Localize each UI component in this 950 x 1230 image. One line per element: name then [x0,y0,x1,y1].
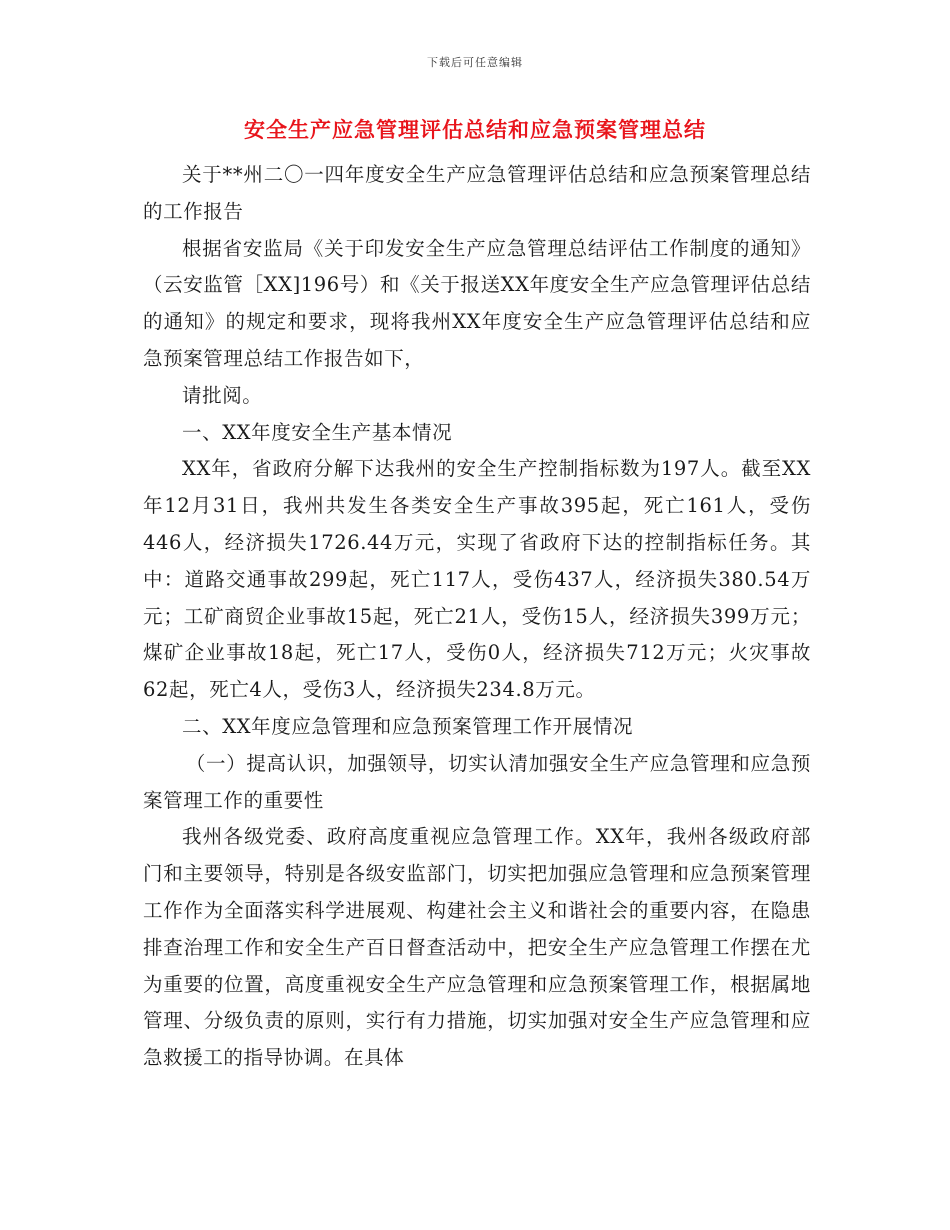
section-heading-2: 二、XX年度应急管理和应急预案管理工作开展情况 [182,714,634,738]
subsection-heading-1: （一）提高认识，加强领导，切实认清加强安全生产应急管理和应急预案管理工作的重要性 [143,751,811,812]
paragraph-request: 请批阅。 [182,383,263,407]
document-body [143,157,811,1077]
header-note: 下载后可任意编辑 [427,56,523,69]
paragraph-basis: 根据省安监局《关于印发安全生产应急管理总结评估工作制度的通知》（云安监管［XX]196号）和《关于报送XX年度安全生产应急管理评估总结的通知》的规定和要求，现将我州XX年度安全生产应急管理评估总结和应急预案管理总结工作报告如下， [143,236,811,370]
paragraph-statistics: XX年，省政府分解下达我州的安全生产控制指标数为197人。截至XX年12月31日，我州共发生各类安全生产事故395起，死亡161人，受伤446人，经济损失1726.44万元，实现了省政府下达的控制指标任务。其中：道路交通事故299起，死亡117人，受伤437人，经济损失380.54万元；工矿商贸企业事故15起，死亡21人，受伤15人，经济损失399万元；煤矿企业事故18起，死亡17人，受伤0人，经济损失712万元；火灾事故62起，死亡4人，受伤3人，经济损失234.8万元。 [143,457,811,702]
section-heading-1: 一、XX年度安全生产基本情况 [182,420,453,444]
document-title: 安全生产应急管理评估总结和应急预案管理总结 [244,117,706,142]
paragraph-leadership: 我州各级党委、政府高度重视应急管理工作。XX年，我州各级政府部门和主要领导，特别是各级安监部门，切实把加强应急管理和应急预案管理工作作为全面落实科学进展观、构建社会主义和谐社会的重要内容，在隐患排查治理工作和安全生产百日督查活动中，把安全生产应急管理工作摆在尤为重要的位置，高度重视安全生产应急管理和应急预案管理工作，根据属地管理、分级负责的原则，实行有力措施，切实加强对安全生产应急管理和应急救援工的指导协调。在具体 [143,825,811,1070]
paragraph-report-title: 关于**州二〇一四年度安全生产应急管理评估总结和应急预案管理总结的工作报告 [143,163,811,223]
